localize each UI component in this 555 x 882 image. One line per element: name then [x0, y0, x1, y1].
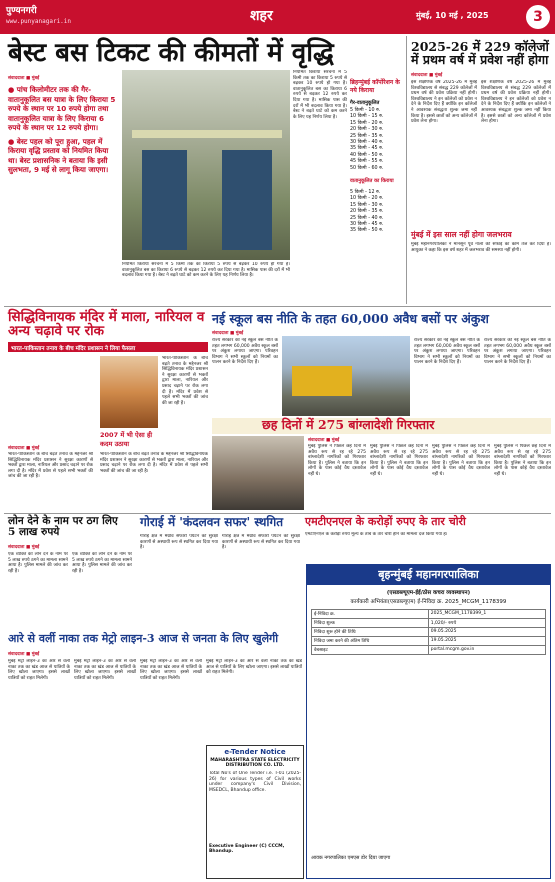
fare-row: 40 किमी - 50 रु. [350, 152, 384, 158]
loan-body-1: एक व्यक्ति को लोन देने के नाम पर 5 लाख रुपये ठगने का मामला सामने आया है। पुलिस मामले की जांच कर रही है। [8, 552, 68, 574]
gorai-body-2: गोराई क्षेत्र में मैंग्रोव सफारी पर्यटन को सुरक्षा कारणों से अस्थायी रूप से स्थगित कर दिया गया है। [222, 534, 300, 551]
divider [4, 513, 551, 514]
fare-row: 15 किमी - 20 रु. [350, 120, 384, 126]
fare-row: 25 किमी - 35 रु. [350, 133, 384, 139]
bus-body-2: नियमित किराया संरचना में 5 किमी तक का किराया 5 रुपये से बढ़कर 10 रुपये हो गया है। वातानुकूलित बस का किराया 6 रुपये से बढ़कर 12 रुपये कर दिया गया है। मासिक पास की दरों में भी बदलाव किया गया है। बेस्ट ने बढ़ते घाटे को कम करने के लिए यह निर्णय लिया है। [293, 70, 347, 120]
bus-interior-photo [122, 70, 290, 260]
dateline: मुंबई, 10 मई , 2025 [416, 11, 489, 20]
bmc-footer: आवक नगरपालिका एमएस डोर दिया जाएगा [311, 855, 391, 861]
loan-headline: लोन देने के नाम पर ठग लिए 5 लाख रुपये [8, 515, 118, 539]
gorai-body-1: गोराई क्षेत्र में मैंग्रोव सफारी पर्यटन को सुरक्षा कारणों से अस्थायी रूप से स्थगित कर दिया गया है। [140, 534, 218, 551]
bmc-table-row [312, 628, 546, 637]
fare-row: 25 किमी - 40 रु. [350, 215, 384, 221]
bus-bullet-1: ● पांच किलोमीटर तक की गैर-वातानुकूलित बस यात्रा के लिए किराया 5 रुपये के स्थान पर 10 रुपये होगा तथा वातानुकूलित यात्रा के लिए किराया 6 रुपये के स्थान पर 12 रुपये होगा। [8, 85, 116, 132]
temple-headline: सिद्धिविनायक मंदिर में माला, नारियल व अन्य चढ़ावे पर रोक [8, 309, 205, 340]
temple-photo [100, 356, 158, 428]
bmc-title: बृहन्मुंबई महानगरपालिका [307, 565, 550, 585]
bmc-table-cell: ई-निविदा क्र. [312, 610, 429, 619]
bmc-table-cell: 19.05.2025 [428, 637, 545, 646]
college-byline: संवाददाता ■ मुंबई [411, 73, 443, 78]
mseb-sign: Executive Engineer (C) CCCM, Bhandup. [209, 844, 285, 854]
metro-byline: संवाददाता ■ मुंबई [8, 652, 40, 657]
college-headline: 2025-26 में 229 कॉलेजों में प्रथम वर्ष में प्रवेश नहीं होगा [411, 39, 549, 68]
bangla-body-3: मुंबई पुलिस ने पिछले छह दिनों में अवैध रूप से रह रहे 275 बांग्लादेशी नागरिकों को गिरफ्तार किया है। पुलिस ने बताया कि इन लोगों के पास कोई वैध दस्तावेज नहीं थे। [432, 444, 490, 477]
fare-row: 30 किमी - 40 रु. [350, 140, 384, 146]
mseb-tender-box [206, 745, 304, 879]
bmc-table-cell: निविदा शुरू होने की तिथि [312, 628, 429, 637]
school-photo [282, 336, 410, 416]
temple-body-2: भारत-पाकिस्तान के बीच बढ़ते तनाव के मद्देनजर श्री सिद्धिविनायक मंदिर प्रशासन ने सुरक्षा कारणों से भक्तों द्वारा माला, नारियल और प्रसाद चढ़ाने पर रोक लगा दी है। मंदिर में प्रवेश से पहले सभी भक्तों की जांच की जा रही है। [100, 452, 208, 474]
mtnl-body: एमटीएनएल के करोड़ों रुपये मूल्य के तांबे के तार चोरी होने का मामला दर्ज किया गया है। [305, 532, 448, 537]
bus-body-1: नियमित किराया संरचना में 5 किमी तक का किराया 5 रुपये से बढ़कर 10 रुपये हो गया है। वातानुकूलित बस का किराया 6 रुपये से बढ़कर 12 रुपये कर दिया गया है। मासिक पास की दरों में भी बदलाव किया गया है। बेस्ट ने बढ़ते घाटे को कम करने के लिए यह निर्णय लिया है। [122, 262, 290, 279]
bmc-notice-line: कार्यकारी अभियंता(एसडब्ल्यूएम) ई-निविदा क्र. 2025_MCGM_1178399 [350, 599, 507, 605]
bangla-body-2: मुंबई पुलिस ने पिछले छह दिनों में अवैध रूप से रह रहे 275 बांग्लादेशी नागरिकों को गिरफ्तार किया है। पुलिस ने बताया कि इन लोगों के पास कोई वैध दस्तावेज नहीं थे। [370, 444, 428, 477]
mseb-body: Total No's of One Tender i.e. T-01 (2025-26) for various types of Civil works under company's Civil Division, MSEDCL, Bhandup office. [209, 771, 301, 793]
school-byline: संवाददाता ■ मुंबई [212, 331, 244, 336]
fare-row: 45 किमी - 55 रु. [350, 159, 384, 165]
loan-byline: संवाददाता ■ मुंबई [8, 545, 40, 550]
school-body-1: राज्य सरकार की नई स्कूल बस नीति के तहत लगभग 60,000 अवैध स्कूल बसों पर अंकुश लगाया जाएगा। परिवहन विभाग ने सभी स्कूलों को नियमों का पालन करने के निर्देश दिए हैं। [212, 338, 278, 366]
fare-row: 5 किमी - 12 रु. [350, 190, 381, 195]
fare-row: 30 किमी - 45 रु. [350, 222, 384, 228]
fare-row: 20 किमी - 35 रु. [350, 209, 384, 215]
metro-body-1: मुंबई मेट्रो लाइन-3 का आरे से वर्ली नाका तक का खंड आज से यात्रियों के लिए खोला जाएगा। इससे लाखों यात्रियों को राहत मिलेगी। [8, 659, 70, 681]
loan-body-2: एक व्यक्ति को लोन देने के नाम पर 5 लाख रुपये ठगने का मामला सामने आया है। पुलिस मामले की जांच कर रही है। [72, 552, 132, 574]
section-title: शहर [250, 8, 273, 24]
bus-callout [8, 85, 118, 260]
bmc-notice [306, 564, 551, 879]
fare-title: ब्रिहन्मुंबई कॉर्पोरेशन के नये किराया [350, 79, 400, 94]
bangla-body-4: मुंबई पुलिस ने पिछले छह दिनों में अवैध रूप से रह रहे 275 बांग्लादेशी नागरिकों को गिरफ्तार किया है। पुलिस ने बताया कि इन लोगों के पास कोई वैध दस्तावेज नहीं थे। [494, 444, 551, 477]
fare-list-ac [350, 190, 402, 235]
bmc-table-cell: 2025_MCGM_1178399_1 [428, 610, 545, 619]
mtnl-headline: एमटीएनएल के करोड़ों रुपए के तार चोरी [305, 515, 466, 528]
school-headline: नई स्कूल बस नीति के तहत 60,000 अवैध बसों पर अंकुश [212, 311, 489, 326]
gorai-headline: गोराई में 'कंदलवन सफर' स्थगित [140, 515, 284, 529]
mseb-org: MAHARASHTRA STATE ELECTRICITY DISTRIBUTION CO. LTD. [210, 758, 300, 768]
bangla-headline: छह दिनों में 275 बांग्लादेशी गिरफ्तार [262, 417, 435, 432]
bus-headline: बेस्ट बस टिकट की कीमतों में वृद्धि [8, 38, 334, 68]
metro-body-2: मुंबई मेट्रो लाइन-3 का आरे से वर्ली नाका तक का खंड आज से यात्रियों के लिए खोला जाएगा। इससे लाखों यात्रियों को राहत मिलेगी। [74, 659, 136, 681]
college-body-1: इस शैक्षणिक वर्ष 2025-26 में मुंबई विश्वविद्यालय से संबद्ध 229 कॉलेजों में प्रथम वर्ष की प्रवेश प्रक्रिया नहीं होगी। विश्वविद्यालय ने इन कॉलेजों को प्रवेश न देने के निर्देश दिए हैं क्योंकि इन कॉलेजों ने आवश्यक संबद्धता शुल्क जमा नहीं किया है। इससे छात्रों को अन्य कॉलेजों में प्रवेश लेना होगा। [411, 80, 477, 125]
temple-byline: संवाददाता ■ मुंबई [8, 446, 40, 451]
metro-body-3: मुंबई मेट्रो लाइन-3 का आरे से वर्ली नाका तक का खंड आज से यात्रियों के लिए खोला जाएगा। इससे लाखों यात्रियों को राहत मिलेगी। [140, 659, 202, 681]
fare-list-nonac [350, 108, 402, 172]
fare-row: 15 किमी - 30 रु. [350, 202, 384, 208]
bmc-table-row [312, 637, 546, 646]
divider [4, 306, 551, 307]
brand-url: www.punyanagari.in [6, 18, 72, 25]
mseb-title: e-Tender Notice [224, 748, 286, 756]
fare-row: 20 किमी - 30 रु. [350, 127, 384, 133]
bmc-table-cell: वेबसाइट [312, 646, 429, 655]
school-body-3: राज्य सरकार की नई स्कूल बस नीति के तहत लगभग 60,000 अवैध स्कूल बसों पर अंकुश लगाया जाएगा। परिवहन विभाग ने सभी स्कूलों को नियमों का पालन करने के निर्देश दिए हैं। [484, 338, 551, 366]
fare-row: 5 किमी - 10 रु. [350, 108, 381, 113]
fare-row: 35 किमी - 50 रु. [350, 228, 384, 234]
bmc-table-cell: 1,020/- रुपये [428, 619, 545, 628]
fare-row: 35 किमी - 45 रु. [350, 146, 384, 152]
page-number: 3 [526, 5, 550, 29]
bmc-table-cell: portal.mcgm.gov.in [428, 646, 545, 655]
college-body-2: इस शैक्षणिक वर्ष 2025-26 में मुंबई विश्वविद्यालय से संबद्ध 229 कॉलेजों में प्रथम वर्ष की प्रवेश प्रक्रिया नहीं होगी। विश्वविद्यालय ने इन कॉलेजों को प्रवेश न देने के निर्देश दिए हैं क्योंकि इन कॉलेजों ने आवश्यक संबद्धता शुल्क जमा नहीं किया है। इससे छात्रों को अन्य कॉलेजों में प्रवेश लेना होगा। [481, 80, 551, 125]
ac-title: वातानुकूलित का किराया [350, 178, 394, 184]
column-rule [406, 36, 407, 304]
bus-bullet-2-text: बेस्ट पहल को पूरा हुआ, पहल में किराया वृद्धि प्रस्ताव को नियमित किया था। बेस्ट प्रशासनिक ने बताया कि इसी सुलभता, 9 मई से लागू किया जाएगा। [8, 136, 109, 174]
bmc-table-cell: निविदा जमा करने की अंतिम तिथि [312, 637, 429, 646]
temple-body-1: भारत-पाकिस्तान के बीच बढ़ते तनाव के मद्देनजर श्री सिद्धिविनायक मंदिर प्रशासन ने सुरक्षा कारणों से भक्तों द्वारा माला, नारियल और प्रसाद चढ़ाने पर रोक लगा दी है। मंदिर में प्रवेश से पहले सभी भक्तों की जांच की जा रही है। [8, 452, 93, 480]
bmc-table-row [312, 610, 546, 619]
bangla-byline: संवाददाता ■ मुंबई [308, 438, 340, 443]
bmc-table [311, 609, 546, 655]
temple-subhead: 2007 में भी ऐसा ही कदम उठाया [100, 431, 153, 448]
bmc-table-cell: निविदा शुल्क [312, 619, 429, 628]
bangla-body-1: मुंबई पुलिस ने पिछले छह दिनों में अवैध रूप से रह रहे 275 बांग्लादेशी नागरिकों को गिरफ्तार किया है। पुलिस ने बताया कि इन लोगों के पास कोई वैध दस्तावेज नहीं थे। [308, 444, 366, 477]
metro-body-4: मुंबई मेट्रो लाइन-3 का आरे से वर्ली नाका तक का खंड आज से यात्रियों के लिए खोला जाएगा। इससे लाखों यात्रियों को राहत मिलेगी। [206, 659, 302, 676]
college-sub-body: मुंबई महानगरपालिका ने मानसून पूर्व नालों की सफाई का काम तेज कर दिया है। आयुक्त ने कहा कि इस वर्ष शहर में जलभराव की समस्या नहीं होगी। [411, 242, 551, 253]
bmc-table-row [312, 619, 546, 628]
bus-bullet-2: ● बेस्ट पहल को पूरा हुआ, पहल में किराया वृद्धि प्रस्ताव को नियमित किया था। बेस्ट प्रशासनिक ने बताया कि इसी सुलभता, 9 मई से लागू किया जाएगा। [8, 136, 109, 174]
metro-headline: आरे से वर्ली नाका तक मेट्रो लाइन-3 आज से जनता के लिए खुलेगी [8, 632, 279, 645]
nonac-title: गैर-वातानुकूलित [350, 100, 380, 106]
bus-bullet-1-text: पांच किलोमीटर तक की गैर-वातानुकूलित बस यात्रा के लिए किराया 5 रुपये के स्थान पर 10 रुपये होगा तथा वातानुकूलित यात्रा के लिए किराया 6 रुपये के स्थान पर 12 रुपये होगा। [8, 85, 116, 132]
temple-body-3: भारत-पाकिस्तान के बीच बढ़ते तनाव के मद्देनजर श्री सिद्धिविनायक मंदिर प्रशासन ने सुरक्षा कारणों से भक्तों द्वारा माला, नारियल और प्रसाद चढ़ाने पर रोक लगा दी है। मंदिर में प्रवेश से पहले सभी भक्तों की जांच की जा रही है। [162, 356, 208, 406]
bangla-photo [212, 436, 304, 510]
bmc-table-row [312, 646, 546, 655]
brand-name: पुण्यनगरी [6, 6, 37, 16]
college-subhead: मुंबई में इस साल नहीं होगा जलभराव [411, 230, 512, 239]
fare-row: 10 किमी - 20 रु. [350, 196, 384, 202]
bmc-table-cell: 09.05.2025 [428, 628, 545, 637]
fare-row: 50 किमी - 60 रु. [350, 165, 384, 171]
bus-byline: संवाददाता ■ मुंबई [8, 76, 40, 81]
bmc-subtitle: (एसडब्ल्यूएम-ईई/ठोस कचरा व्यवस्थापन) [386, 590, 471, 596]
fare-row: 10 किमी - 15 रु. [350, 114, 384, 120]
temple-kicker: भारत-पाकिस्तान तनाव के बीच मंदिर प्रशासन ने लिया फैसला [8, 342, 208, 352]
school-body-2: राज्य सरकार की नई स्कूल बस नीति के तहत लगभग 60,000 अवैध स्कूल बसों पर अंकुश लगाया जाएगा। परिवहन विभाग ने सभी स्कूलों को नियमों का पालन करने के निर्देश दिए हैं। [414, 338, 480, 366]
